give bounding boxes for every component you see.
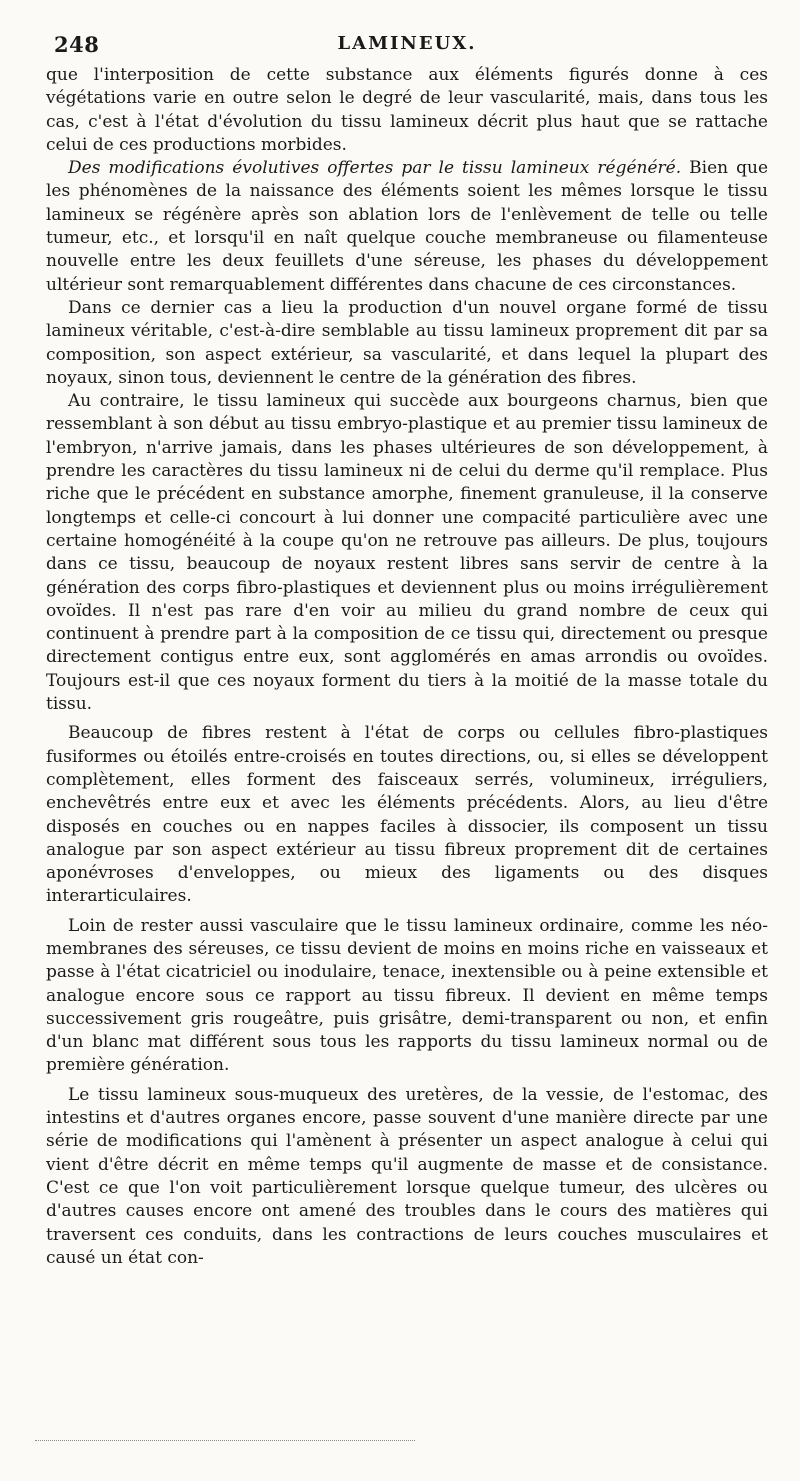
paragraph-text: Beaucoup de fibres restent à l'état de corps ou cellules fibro-plastiques fusiformes ou étoilés entre-croisés en toutes directions, ou, si elles se développent complètement, elles forment des faisceaux serrés, volumineux, irréguliers, enchevêtrés entre eux et avec les éléments précédents. Alors, au lieu d'être disposés en couches ou en nappes faciles à dissocier, ils composent un tissu analogue par son aspect extérieur au tissu fibreux proprement dit de certaines aponévroses d'enveloppes, ou mieux des ligaments ou des disques interarticulaires. — [46, 723, 768, 907]
paragraph-text: Dans ce dernier cas a lieu la production d'un nouvel organe formé de tissu lamineux véritable, c'est-à-dire semblable au tissu lamineux proprement dit par sa composition, son aspect extérieur, sa vascularité, et dans lequel la plupart des noyaux, sinon tous, deviennent le centre de la génération des fibres. — [46, 297, 768, 388]
page-number: 248 — [54, 32, 100, 57]
paragraph-text: Bien que les phénomènes de la naissance des éléments soient les mêmes lorsque le tissu lamineux se régénère après son ablation lors de l'enlèvement de telle ou telle tumeur, etc., et lorsqu'il en naît quelque couche membraneuse ou filamenteuse nouvelle entre les deux feuillets d'une séreuse, les phases du développement ultérieur sont remarquablement différentes dans chacune de ces circonstances. — [46, 158, 769, 295]
paragraph-text: Loin de rester aussi vasculaire que le tissu lamineux ordinaire, comme les néo-membranes des séreuses, ce tissu devient de moins en moins riche en vaisseaux et passe à l'état cicatriciel ou inodulaire, tenace, inextensible ou à peine extensible et analogue encore sous ce rapport au tissu fibreux. Il devient en même temps successivement gris rougeâtre, puis grisâtre, demi-transparent ou non, et enfin d'un blanc mat différent sous tous les rapports du tissu lamineux normal ou de première génération. — [46, 915, 768, 1076]
paragraph — [46, 157, 768, 297]
footer-rule — [35, 1440, 415, 1441]
body-text — [46, 64, 768, 1270]
paragraph — [46, 722, 768, 908]
paragraph — [46, 1084, 768, 1270]
page-header — [46, 28, 768, 57]
paragraph — [46, 390, 768, 716]
paragraph — [46, 297, 768, 390]
paragraph-text: Au contraire, le tissu lamineux qui succède aux bourgeons charnus, bien que ressemblant à son début au tissu embryo-plastique et au premier tissu lamineux de l'embryon, n'arrive jamais, dans les phases ultérieures de son développement, à prendre les caractères du tissu lamineux ni de celui du derme qu'il remplace. Plus riche que le précédent en substance amorphe, finement granuleuse, il la conserve longtemps et celle-ci concourt à lui donner une compacité particulière avec une certaine homogénéité à la coupe qu'on ne retrouve pas ailleurs. De plus, toujours dans ce tissu, beaucoup de noyaux restent libres sans servir de centre à la génération des corps fibro-plastiques et deviennent plus ou moins irrégulièrement ovoïdes. Il n'est pas rare d'en voir au milieu du grand nombre de ceux qui continuent à prendre part à la composition de ce tissu qui, directement ou presque directement contigus entre eux, sont agglomérés en amas arrondis ou ovoïdes. Toujours est-il que ces noyaux forment du tiers à la moitié de la masse totale du tissu. — [46, 391, 768, 715]
running-head: LAMINEUX. — [337, 33, 477, 54]
book-page — [46, 28, 768, 1270]
section-title: Des modifications évolutives offertes par le tissu lamineux régénéré. — [68, 158, 682, 179]
paragraph — [46, 64, 768, 157]
paragraph — [46, 915, 768, 1078]
paragraph-text: Le tissu lamineux sous-muqueux des uretères, de la vessie, de l'estomac, des intestins et d'autres organes encore, passe souvent d'une manière directe par une série de modifications qui l'amènent à présenter un aspect analogue à celui qui vient d'être décrit en même temps qu'il augmente de masse et de consistance. C'est ce que l'on voit particulièrement lorsque quelque tumeur, des ulcères ou d'autres causes encore ont amené des troubles dans le cours des matières qui traversent ces conduits, dans les contractions de leurs couches musculaires et causé un état con- — [46, 1084, 768, 1268]
paragraph-text: que l'interposition de cette substance aux éléments figurés donne à ces végétations varie en outre selon le degré de leur vascularité, mais, dans tous les cas, c'est à l'état d'évolution du tissu lamineux décrit plus haut que se rattache celui de ces productions morbides. — [46, 65, 768, 155]
